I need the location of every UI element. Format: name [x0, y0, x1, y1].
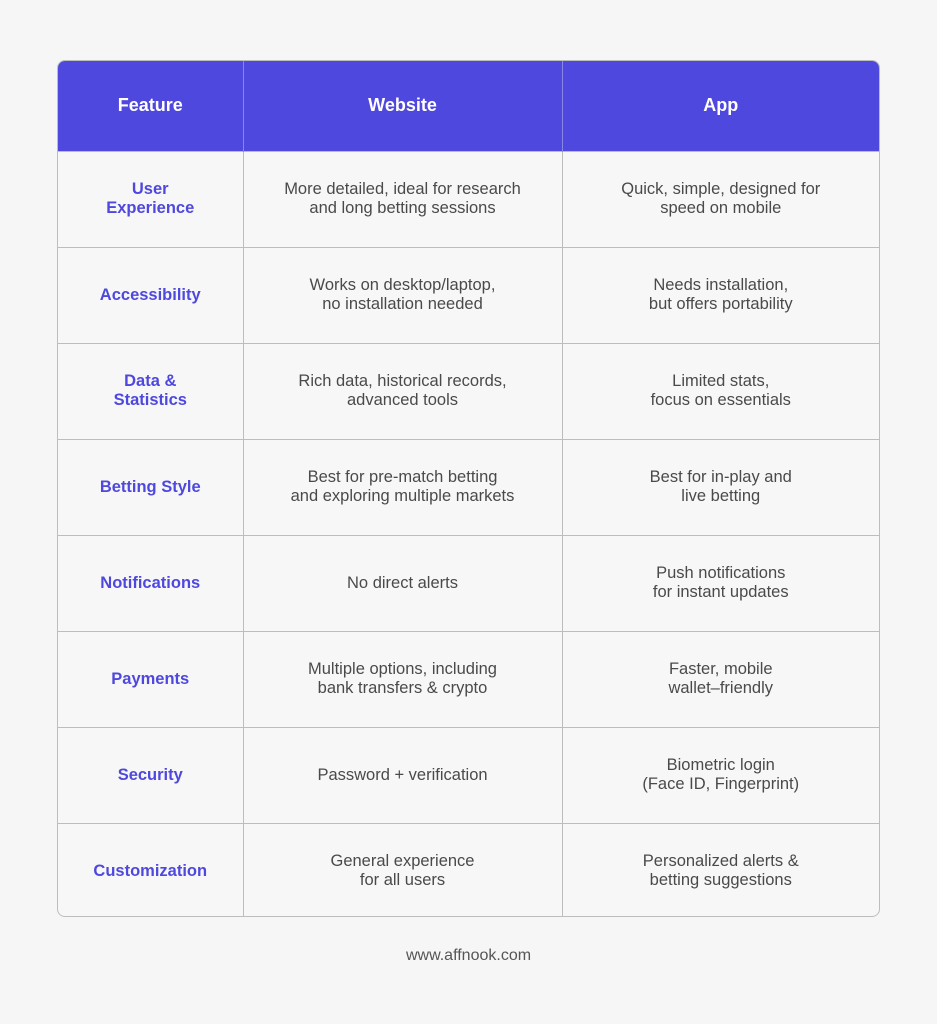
app-cell	[562, 631, 879, 727]
feature-cell	[58, 151, 243, 247]
app-text: Push notifications for instant updates	[652, 564, 789, 601]
website-cell	[243, 247, 562, 343]
website-cell	[243, 151, 562, 247]
app-text: Personalized alerts & betting suggestions	[642, 852, 799, 890]
website-cell	[243, 823, 562, 917]
header-website: Website	[243, 61, 562, 151]
website-cell	[243, 631, 562, 727]
feature-cell	[58, 343, 243, 439]
website-text: No direct alerts	[347, 573, 458, 592]
header-feature: Feature	[58, 61, 243, 151]
website-text: General experience for all users	[330, 852, 475, 890]
website-text: Works on desktop/laptop, no installation needed	[309, 276, 496, 313]
feature-label: Security	[117, 765, 183, 784]
table-row	[58, 631, 879, 727]
website-text: Password + verification	[317, 765, 488, 784]
website-cell	[243, 343, 562, 439]
table-row	[58, 151, 879, 247]
feature-cell	[58, 439, 243, 535]
header-app: App	[562, 61, 879, 151]
website-cell	[243, 439, 562, 535]
app-cell	[562, 535, 879, 631]
table-row	[58, 535, 879, 631]
feature-label: User Experience	[106, 180, 195, 217]
app-cell	[562, 823, 879, 917]
app-cell	[562, 439, 879, 535]
website-cell	[243, 535, 562, 631]
footer-url: www.affnook.com	[405, 947, 532, 964]
app-cell	[562, 151, 879, 247]
website-text: Best for pre-match betting and exploring multiple markets	[290, 468, 515, 505]
comparison-table	[57, 60, 880, 917]
table-row	[58, 439, 879, 535]
table-header-row	[58, 61, 879, 151]
website-text: Multiple options, including bank transfers & crypto	[308, 660, 497, 697]
feature-label: Payments	[111, 669, 190, 688]
app-text: Best for in-play and live betting	[649, 468, 792, 505]
feature-label: Accessibility	[99, 285, 201, 304]
app-text: Biometric login (Face ID, Fingerprint)	[642, 756, 800, 793]
app-text: Limited stats, focus on essentials	[650, 372, 791, 409]
table-row	[58, 247, 879, 343]
feature-label: Customization	[93, 861, 208, 880]
website-cell	[243, 727, 562, 823]
website-text: More detailed, ideal for research and long betting sessions	[284, 180, 521, 217]
table-row	[58, 343, 879, 439]
app-cell	[562, 727, 879, 823]
table-row	[58, 823, 879, 917]
feature-label: Notifications	[100, 573, 201, 592]
feature-cell	[58, 535, 243, 631]
table-row	[58, 727, 879, 823]
app-cell	[562, 343, 879, 439]
app-cell	[562, 247, 879, 343]
app-text: Faster, mobile wallet–friendly	[668, 660, 774, 697]
feature-cell	[58, 247, 243, 343]
app-text: Needs installation, but offers portability	[648, 276, 793, 313]
feature-cell	[58, 823, 243, 917]
feature-label: Betting Style	[99, 477, 201, 496]
feature-cell	[58, 727, 243, 823]
website-text: Rich data, historical records, advanced tools	[298, 372, 507, 409]
feature-comparison-table	[58, 61, 879, 917]
app-text: Quick, simple, designed for speed on mobile	[621, 180, 821, 217]
feature-cell	[58, 631, 243, 727]
feature-label: Data & Statistics	[113, 372, 187, 409]
